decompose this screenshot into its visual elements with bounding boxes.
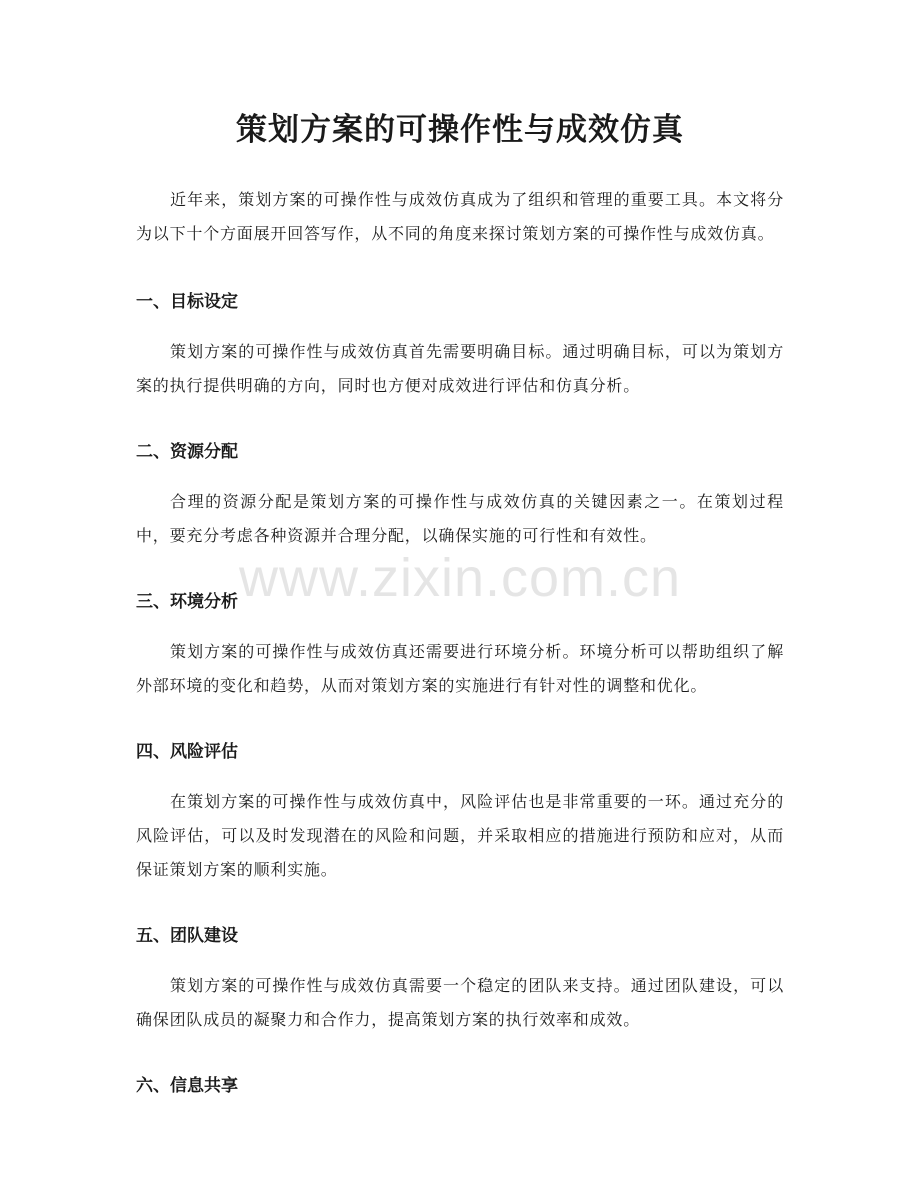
document-title: 策划方案的可操作性与成效仿真	[236, 112, 684, 148]
document-body	[136, 183, 784, 1101]
section-body-goal-setting: 策划方案的可操作性与成效仿真首先需要明确目标。通过明确目标，可以为策划方案的执行提供明确的方向，同时也方便对成效进行评估和仿真分析。	[136, 342, 784, 395]
intro-paragraph: 近年来，策划方案的可操作性与成效仿真成为了组织和管理的重要工具。本文将分为以下十个方面展开回答写作，从不同的角度来探讨策划方案的可操作性与成效仿真。	[136, 190, 784, 243]
section-heading-risk-assessment: 四、风险评估	[136, 742, 238, 762]
section-body-team-building: 策划方案的可操作性与成效仿真需要一个稳定的团队来支持。通过团队建设，可以确保团队成员的凝聚力和合作力，提高策划方案的执行效率和成效。	[136, 976, 784, 1029]
section-heading-goal-setting: 一、目标设定	[136, 292, 238, 312]
watermark: www.zixin.com.cn	[238, 548, 682, 608]
section-body-environment-analysis: 策划方案的可操作性与成效仿真还需要进行环境分析。环境分析可以帮助组织了解外部环境的变化和趋势，从而对策划方案的实施进行有针对性的调整和优化。	[136, 642, 784, 695]
section-heading-team-building: 五、团队建设	[136, 926, 238, 946]
section-heading-environment-analysis: 三、环境分析	[136, 592, 238, 612]
section-body-risk-assessment: 在策划方案的可操作性与成效仿真中，风险评估也是非常重要的一环。通过充分的风险评估，可以及时发现潜在的风险和问题，并采取相应的措施进行预防和应对，从而保证策划方案的顺利实施。	[136, 792, 784, 879]
section-body-resource-allocation: 合理的资源分配是策划方案的可操作性与成效仿真的关键因素之一。在策划过程中，要充分考虑各种资源并合理分配，以确保实施的可行性和有效性。	[136, 492, 784, 545]
section-heading-resource-allocation: 二、资源分配	[136, 442, 238, 462]
section-heading-information-sharing: 六、信息共享	[136, 1076, 238, 1096]
